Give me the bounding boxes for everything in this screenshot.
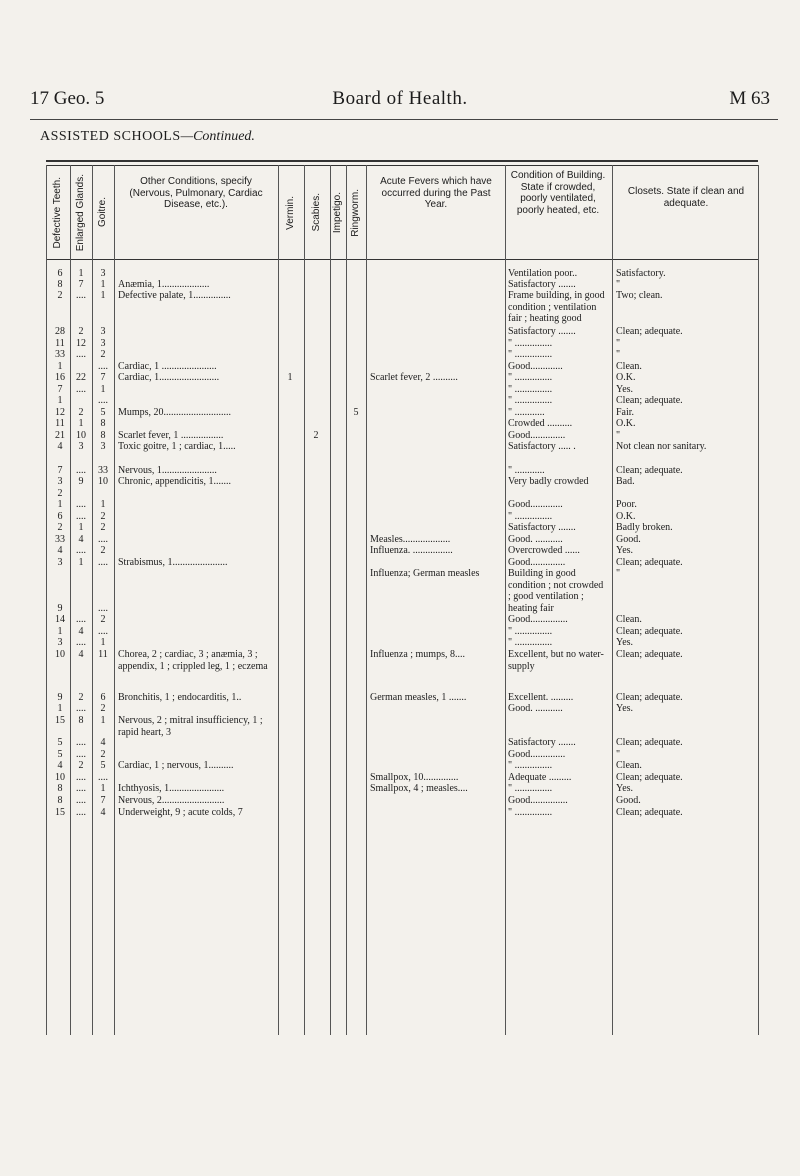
cell-goitre: 5 [100, 760, 106, 771]
cell-condition: Good.............. [508, 430, 566, 441]
cell-goitre: 1 [100, 715, 106, 726]
cell-glands: 9 [78, 476, 84, 487]
header-vermin: Vermin. [285, 195, 296, 230]
header-scabies: Scabies. [311, 193, 322, 232]
cell-glands: .... [76, 465, 86, 476]
cell-closets: " [616, 338, 621, 349]
cell-closets: Yes. [616, 637, 634, 648]
cell-goitre: 2 [100, 545, 106, 556]
cell-glands: .... [76, 783, 86, 794]
cell-other: Cardiac, 1........................ [118, 372, 220, 383]
cell-condition: Satisfactory ..... . [508, 441, 576, 452]
cell-glands: 12 [76, 338, 86, 349]
cell-teeth: 9 [57, 603, 63, 614]
cell-teeth: 16 [55, 372, 65, 383]
cell-closets: " [616, 279, 621, 290]
column-divider [114, 165, 115, 1035]
cell-closets: Yes. [616, 703, 634, 714]
cell-teeth: 1 [57, 499, 63, 510]
cell-closets: Fair. [616, 407, 635, 418]
cell-teeth: 28 [55, 326, 65, 337]
cell-closets: Badly broken. [616, 522, 673, 533]
cell-fevers: Smallpox, 4 ; measles.... [370, 783, 468, 794]
cell-teeth: 11 [55, 418, 65, 429]
cell-condition: " ............... [508, 511, 553, 522]
cell-goitre: 3 [100, 441, 106, 452]
cell-fevers: Influenza. ................ [370, 545, 453, 556]
cell-teeth: 8 [57, 783, 63, 794]
cell-condition: Frame building, in good condition ; ventilation fair ; heating good [508, 290, 605, 324]
cell-teeth: 3 [57, 476, 63, 487]
cell-condition: Good. ........... [508, 703, 563, 714]
cell-teeth: 1 [57, 395, 63, 406]
cell-condition: Satisfactory ....... [508, 522, 576, 533]
cell-teeth: 10 [55, 649, 65, 660]
cell-condition: Crowded .......... [508, 418, 573, 429]
cell-glands: .... [76, 511, 86, 522]
cell-closets: Clean; adequate. [616, 807, 683, 818]
cell-other: Mumps, 20........................... [118, 407, 232, 418]
column-divider [505, 165, 506, 1035]
cell-glands: 8 [78, 715, 84, 726]
cell-teeth: 15 [55, 807, 65, 818]
cell-teeth: 2 [57, 522, 63, 533]
cell-ringworm: 5 [353, 407, 359, 418]
cell-closets: Clean. [616, 361, 642, 372]
cell-condition: Ventilation poor.. [508, 268, 578, 279]
section-title-main: ASSISTED SCHOOLS [40, 129, 181, 144]
header-condition-of-building: Condition of Building. State if crowded, poorly ventilated, poorly heated, etc. [510, 170, 606, 216]
cell-teeth: 33 [55, 534, 65, 545]
cell-glands: 2 [78, 407, 84, 418]
cell-other: Anæmia, 1................... [118, 279, 210, 290]
cell-glands: 2 [78, 692, 84, 703]
cell-goitre: 1 [100, 290, 106, 301]
cell-goitre: 7 [100, 795, 106, 806]
cell-glands: .... [76, 637, 86, 648]
cell-goitre: 1 [100, 637, 106, 648]
column-divider [758, 165, 759, 1035]
cell-glands: .... [76, 545, 86, 556]
cell-closets: Clean; adequate. [616, 772, 683, 783]
cell-closets: Clean. [616, 760, 642, 771]
cell-other: Nervous, 1...................... [118, 465, 217, 476]
cell-teeth: 8 [57, 279, 63, 290]
page-header [30, 88, 770, 112]
column-divider [366, 165, 367, 1035]
cell-condition: Good............. [508, 361, 563, 372]
cell-closets: " [616, 749, 621, 760]
table-top-rule [46, 160, 758, 162]
cell-glands: .... [76, 499, 86, 510]
header-rule [30, 119, 778, 120]
cell-condition: Good.............. [508, 557, 566, 568]
cell-glands: .... [76, 290, 86, 301]
header-closets: Closets. State if clean and adequate. [627, 186, 745, 209]
cell-condition: " ............... [508, 384, 553, 395]
cell-closets: Clean; adequate. [616, 395, 683, 406]
cell-glands: 22 [76, 372, 86, 383]
cell-condition: Good............... [508, 614, 568, 625]
cell-closets: Good. [616, 795, 641, 806]
cell-fevers: Influenza; German measles [370, 568, 480, 579]
cell-fevers: Scarlet fever, 2 .......... [370, 372, 458, 383]
cell-goitre: 3 [100, 338, 106, 349]
cell-goitre: 2 [100, 511, 106, 522]
cell-teeth: 7 [57, 465, 63, 476]
cell-teeth: 5 [57, 737, 63, 748]
cell-vermin: 1 [287, 372, 293, 383]
cell-closets: O.K. [616, 418, 636, 429]
header-defective-teeth: Defective Teeth. [52, 176, 63, 249]
cell-teeth: 15 [55, 715, 65, 726]
cell-condition: Good. ........... [508, 534, 563, 545]
cell-teeth: 14 [55, 614, 65, 625]
cell-closets: Good. [616, 534, 641, 545]
cell-glands: .... [76, 737, 86, 748]
column-divider [346, 165, 347, 1035]
cell-goitre: 2 [100, 749, 106, 760]
cell-teeth: 8 [57, 795, 63, 806]
cell-teeth: 12 [55, 407, 65, 418]
cell-condition: " ............... [508, 807, 553, 818]
cell-condition: " ............... [508, 349, 553, 360]
cell-condition: Good............... [508, 795, 568, 806]
cell-glands: 2 [78, 326, 84, 337]
cell-other: Chorea, 2 ; cardiac, 3 ; anæmia, 3 ; appendix, 1 ; crippled leg, 1 ; eczema [118, 649, 268, 672]
cell-goitre: 1 [100, 783, 106, 794]
cell-glands: .... [76, 384, 86, 395]
cell-other: Defective palate, 1............... [118, 290, 231, 301]
cell-goitre: 10 [98, 476, 108, 487]
cell-condition: Good.............. [508, 749, 566, 760]
header-enlarged-glands: Enlarged Glands. [75, 173, 86, 252]
cell-glands: 1 [78, 268, 84, 279]
cell-teeth: 10 [55, 772, 65, 783]
cell-glands: .... [76, 772, 86, 783]
cell-closets: Yes. [616, 384, 634, 395]
cell-goitre: 4 [100, 807, 106, 818]
cell-glands: .... [76, 349, 86, 360]
cell-closets: Clean. [616, 614, 642, 625]
cell-goitre: 1 [100, 279, 106, 290]
running-title: Board of Health. [332, 88, 468, 109]
cell-goitre: 7 [100, 372, 106, 383]
cell-closets: Clean; adequate. [616, 692, 683, 703]
cell-condition: " ............... [508, 626, 553, 637]
cell-teeth: 5 [57, 749, 63, 760]
header-acute-fevers: Acute Fevers which have occurred during the Past Year. [380, 176, 492, 210]
column-divider [304, 165, 305, 1035]
cell-teeth: 1 [57, 626, 63, 637]
cell-closets: Clean; adequate. [616, 326, 683, 337]
cell-other: Cardiac, 1 ; nervous, 1.......... [118, 760, 234, 771]
cell-other: Underweight, 9 ; acute colds, 7 [118, 807, 243, 818]
cell-glands: .... [76, 749, 86, 760]
cell-condition: Satisfactory ....... [508, 737, 576, 748]
cell-condition: " ............... [508, 637, 553, 648]
cell-goitre: .... [98, 626, 108, 637]
cell-glands: 1 [78, 522, 84, 533]
cell-teeth: 1 [57, 361, 63, 372]
column-divider [612, 165, 613, 1035]
cell-teeth: 33 [55, 349, 65, 360]
cell-closets: Clean; adequate. [616, 626, 683, 637]
cell-glands: .... [76, 703, 86, 714]
cell-closets: " [616, 568, 621, 579]
cell-teeth: 11 [55, 338, 65, 349]
cell-closets: Yes. [616, 783, 634, 794]
cell-other: Cardiac, 1 ...................... [118, 361, 217, 372]
cell-closets: Yes. [616, 545, 634, 556]
cell-fevers: Measles................... [370, 534, 451, 545]
page-number: M 63 [729, 88, 770, 109]
header-ringworm: Ringworm. [350, 188, 361, 237]
cell-closets: Satisfactory. [616, 268, 666, 279]
column-divider [278, 165, 279, 1035]
cell-other: Ichthyosis, 1...................... [118, 783, 225, 794]
cell-goitre: 3 [100, 326, 106, 337]
cell-teeth: 2 [57, 488, 63, 499]
cell-condition: " ............ [508, 407, 545, 418]
cell-glands: 4 [78, 649, 84, 660]
header-impetigo: Impetigo. [332, 191, 343, 234]
section-title-suffix: —Continued. [180, 129, 255, 144]
cell-teeth: 1 [57, 703, 63, 714]
cell-glands: .... [76, 614, 86, 625]
cell-goitre: 1 [100, 384, 106, 395]
cell-goitre: 6 [100, 692, 106, 703]
cell-glands: 1 [78, 557, 84, 568]
cell-glands: .... [76, 795, 86, 806]
cell-condition: Adequate ......... [508, 772, 572, 783]
cell-condition: Satisfactory ....... [508, 279, 576, 290]
cell-goitre: 2 [100, 703, 106, 714]
cell-condition: Satisfactory ....... [508, 326, 576, 337]
cell-teeth: 4 [57, 545, 63, 556]
cell-condition: Very badly crowded [508, 476, 589, 487]
cell-glands: 4 [78, 534, 84, 545]
cell-closets: O.K. [616, 511, 636, 522]
cell-goitre: .... [98, 603, 108, 614]
cell-other: Scarlet fever, 1 ................. [118, 430, 224, 441]
cell-condition: " ............... [508, 760, 553, 771]
cell-goitre: 5 [100, 407, 106, 418]
cell-goitre: 1 [100, 499, 106, 510]
cell-teeth: 3 [57, 557, 63, 568]
cell-closets: Not clean nor sanitary. [616, 441, 707, 452]
cell-condition: Excellent. ......... [508, 692, 574, 703]
cell-condition: " ............... [508, 783, 553, 794]
cell-glands: 10 [76, 430, 86, 441]
cell-closets: Clean; adequate. [616, 649, 683, 660]
cell-other: Nervous, 2......................... [118, 795, 225, 806]
cell-goitre: .... [98, 395, 108, 406]
cell-closets: " [616, 349, 621, 360]
cell-goitre: .... [98, 557, 108, 568]
cell-other: Bronchitis, 1 ; endocarditis, 1.. [118, 692, 242, 703]
cell-goitre: 2 [100, 349, 106, 360]
cell-other: Strabismus, 1...................... [118, 557, 228, 568]
cell-fevers: Influenza ; mumps, 8.... [370, 649, 465, 660]
cell-goitre: .... [98, 534, 108, 545]
cell-goitre: 2 [100, 614, 106, 625]
cell-fevers: German measles, 1 ....... [370, 692, 467, 703]
header-goitre: Goitre. [97, 197, 108, 228]
cell-teeth: 7 [57, 384, 63, 395]
cell-condition: Good............. [508, 499, 563, 510]
cell-teeth: 6 [57, 268, 63, 279]
cell-goitre: 4 [100, 737, 106, 748]
cell-condition: Overcrowded ...... [508, 545, 580, 556]
cell-glands: 4 [78, 626, 84, 637]
cell-teeth: 9 [57, 692, 63, 703]
cell-fevers: Smallpox, 10.............. [370, 772, 459, 783]
header-other-conditions: Other Conditions, specify (Nervous, Pulmonary, Cardiac Disease, etc.). [129, 176, 263, 210]
cell-glands: 2 [78, 760, 84, 771]
cell-glands: .... [76, 807, 86, 818]
cell-goitre: 33 [98, 465, 108, 476]
cell-teeth: 2 [57, 290, 63, 301]
column-divider [46, 165, 47, 1035]
session-reference: 17 Geo. 5 [30, 88, 105, 109]
cell-teeth: 6 [57, 511, 63, 522]
cell-condition: " ............... [508, 338, 553, 349]
column-divider [330, 165, 331, 1035]
cell-scabies: 2 [313, 430, 319, 441]
cell-condition: Building in good condition ; not crowded ; good ventilation ; heating fair [508, 568, 604, 614]
cell-condition: Excellent, but no water-supply [508, 649, 604, 672]
cell-teeth: 4 [57, 760, 63, 771]
cell-teeth: 4 [57, 441, 63, 452]
cell-condition: " ............... [508, 372, 553, 383]
cell-closets: Poor. [616, 499, 637, 510]
cell-goitre: 8 [100, 418, 106, 429]
cell-goitre: 3 [100, 268, 106, 279]
cell-closets: Clean; adequate. [616, 737, 683, 748]
cell-goitre: 2 [100, 522, 106, 533]
cell-closets: Clean; adequate. [616, 465, 683, 476]
section-title [40, 129, 255, 145]
cell-goitre: 8 [100, 430, 106, 441]
cell-closets: Two; clean. [616, 290, 663, 301]
cell-condition: " ............... [508, 395, 553, 406]
cell-other: Chronic, appendicitis, 1....... [118, 476, 232, 487]
cell-other: Toxic goitre, 1 ; cardiac, 1..... [118, 441, 236, 452]
cell-condition: " ............ [508, 465, 545, 476]
cell-other: Nervous, 2 ; mitral insufficiency, 1 ; rapid heart, 3 [118, 715, 263, 738]
cell-closets: O.K. [616, 372, 636, 383]
cell-teeth: 21 [55, 430, 65, 441]
cell-glands: 7 [78, 279, 84, 290]
cell-closets: " [616, 430, 621, 441]
cell-glands: 1 [78, 418, 84, 429]
cell-closets: Bad. [616, 476, 635, 487]
cell-goitre: .... [98, 361, 108, 372]
cell-glands: 3 [78, 441, 84, 452]
cell-goitre: 11 [98, 649, 108, 660]
cell-closets: Clean; adequate. [616, 557, 683, 568]
cell-teeth: 3 [57, 637, 63, 648]
cell-goitre: .... [98, 772, 108, 783]
